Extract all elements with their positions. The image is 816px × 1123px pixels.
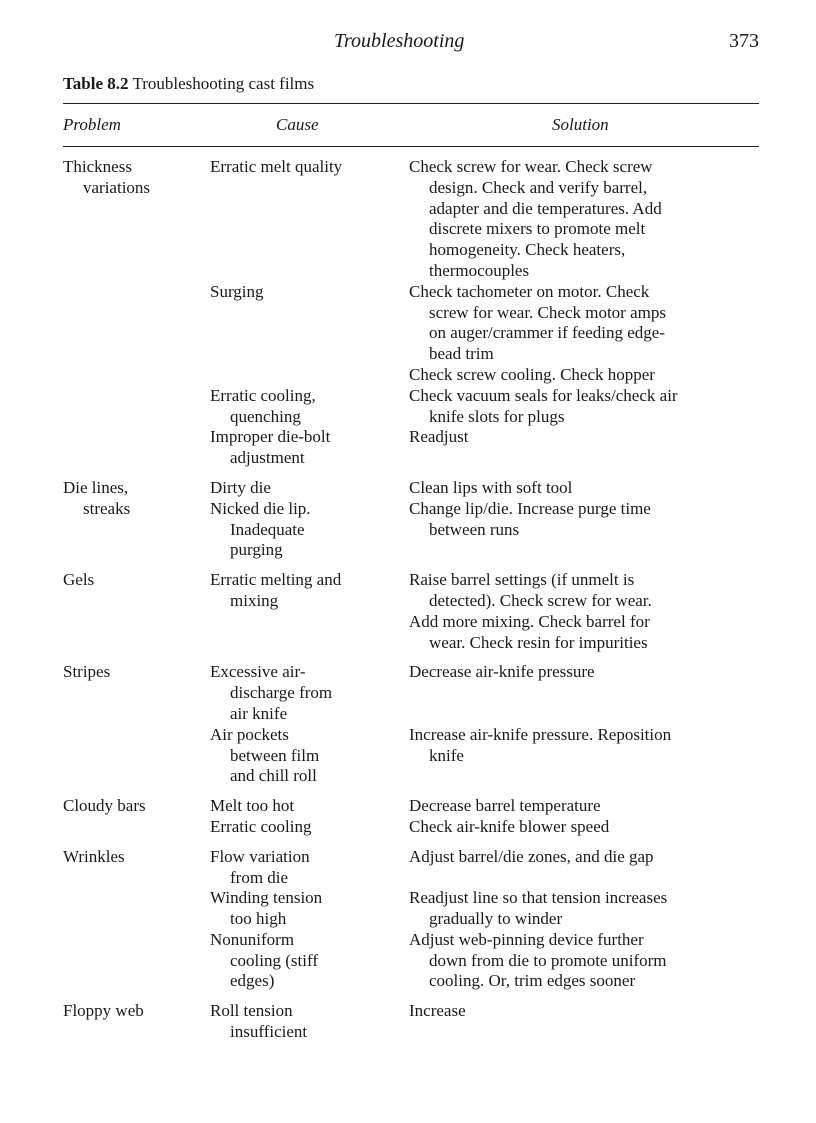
problem-cell bbox=[63, 157, 203, 199]
cell-line: Floppy web bbox=[63, 1001, 144, 1021]
cell-line: discharge from bbox=[230, 683, 333, 703]
cell-line: Check screw cooling. Check hopper bbox=[409, 364, 655, 384]
table-row bbox=[210, 427, 763, 469]
solution-cell bbox=[409, 817, 761, 838]
cell-line: Raise barrel settings (if unmelt is bbox=[409, 570, 635, 590]
cell-line: Add more mixing. Check barrel for bbox=[409, 611, 650, 631]
cause-cell bbox=[210, 386, 409, 428]
cell-line: Inadequate bbox=[230, 519, 305, 539]
problem-cell bbox=[63, 1001, 203, 1022]
solution-cell bbox=[409, 847, 761, 889]
group-rows bbox=[210, 478, 763, 561]
cause-cell bbox=[210, 1001, 409, 1043]
cell-line: down from die to promote uniform bbox=[429, 950, 667, 970]
table-row bbox=[210, 365, 763, 386]
cell-line: Check screw for wear. Check screw bbox=[409, 157, 653, 176]
solution-cell bbox=[409, 427, 761, 469]
column-header-problem: Problem bbox=[63, 115, 121, 134]
page-number: 373 bbox=[729, 30, 759, 52]
cell-line: Check vacuum seals for leaks/check air bbox=[409, 385, 678, 405]
cell-line: Check air-knife blower speed bbox=[409, 816, 610, 836]
table-row bbox=[210, 930, 763, 992]
table-row bbox=[210, 612, 763, 654]
cell-line: Melt too hot bbox=[210, 796, 295, 816]
cause-cell bbox=[210, 365, 409, 386]
cell-line: Gels bbox=[63, 570, 95, 590]
cell-line: design. Check and verify barrel, bbox=[429, 177, 648, 197]
cell-line: Dirty die bbox=[210, 477, 271, 497]
cell-line: Stripes bbox=[63, 662, 111, 682]
table-row bbox=[210, 796, 763, 817]
cell-line: Wrinkles bbox=[63, 846, 125, 866]
cell-line: quenching bbox=[230, 406, 301, 426]
problem-group bbox=[63, 662, 763, 787]
cell-line: Air pockets bbox=[210, 724, 289, 744]
table-row bbox=[210, 478, 763, 499]
problem-cell bbox=[63, 478, 203, 520]
cell-line: on auger/crammer if feeding edge- bbox=[429, 323, 665, 343]
running-head-title: Troubleshooting bbox=[334, 30, 465, 52]
group-rows bbox=[210, 662, 763, 787]
problem-group bbox=[63, 478, 763, 561]
cause-cell bbox=[210, 282, 409, 365]
cell-line: screw for wear. Check motor amps bbox=[429, 302, 666, 322]
cell-line: Flow variation bbox=[210, 846, 310, 866]
cell-line: air knife bbox=[230, 703, 288, 723]
problem-group bbox=[63, 796, 763, 838]
group-rows bbox=[210, 157, 763, 469]
running-head bbox=[0, 30, 816, 58]
cell-line: too high bbox=[230, 909, 287, 929]
cell-line: between runs bbox=[429, 519, 520, 539]
cell-line: and chill roll bbox=[230, 766, 317, 786]
cell-line: knife slots for plugs bbox=[429, 406, 565, 426]
table-row bbox=[210, 662, 763, 724]
solution-cell bbox=[409, 662, 761, 724]
table-header-rule bbox=[63, 146, 759, 147]
cell-line: Erratic melting and bbox=[210, 570, 342, 590]
cell-line: Decrease barrel temperature bbox=[409, 796, 601, 816]
table-label: Table 8.2 bbox=[63, 74, 129, 93]
cell-line: adapter and die temperatures. Add bbox=[429, 198, 662, 218]
cell-line: Increase bbox=[409, 1001, 466, 1021]
group-rows bbox=[210, 1001, 763, 1043]
cell-line: Readjust bbox=[409, 427, 469, 447]
cell-line: knife bbox=[429, 745, 464, 765]
table-row bbox=[210, 157, 763, 282]
table-row bbox=[210, 888, 763, 930]
table-row bbox=[210, 847, 763, 889]
cell-line: Excessive air- bbox=[210, 662, 306, 682]
problem-cell bbox=[63, 796, 203, 817]
cell-line: bead trim bbox=[429, 344, 494, 364]
group-rows bbox=[210, 847, 763, 993]
cell-line: mixing bbox=[230, 590, 279, 610]
group-rows bbox=[210, 570, 763, 653]
solution-cell bbox=[409, 930, 761, 992]
cause-cell bbox=[210, 157, 409, 282]
cause-cell bbox=[210, 796, 409, 817]
solution-cell bbox=[409, 888, 761, 930]
problem-cell bbox=[63, 662, 203, 683]
table-row bbox=[210, 386, 763, 428]
solution-cell bbox=[409, 499, 761, 561]
table-top-rule bbox=[63, 103, 759, 104]
solution-cell bbox=[409, 796, 761, 817]
cell-line: insufficient bbox=[230, 1022, 308, 1042]
cell-line: between film bbox=[230, 745, 320, 765]
cell-line: variations bbox=[83, 177, 151, 197]
solution-cell bbox=[409, 1001, 761, 1043]
cell-line: Cloudy bars bbox=[63, 796, 146, 816]
cell-line: Erratic melt quality bbox=[210, 157, 343, 176]
cell-line: cooling. Or, trim edges sooner bbox=[429, 971, 636, 991]
table-row bbox=[210, 817, 763, 838]
cause-cell bbox=[210, 570, 409, 612]
table-row bbox=[210, 1001, 763, 1043]
cause-cell bbox=[210, 817, 409, 838]
solution-cell bbox=[409, 570, 761, 612]
cell-line: Erratic cooling bbox=[210, 816, 312, 836]
problem-group bbox=[63, 847, 763, 993]
solution-cell bbox=[409, 157, 761, 282]
cell-line: Decrease air-knife pressure bbox=[409, 662, 595, 682]
problem-cell bbox=[63, 570, 203, 591]
solution-cell bbox=[409, 478, 761, 499]
cause-cell bbox=[210, 478, 409, 499]
cell-line: detected). Check screw for wear. bbox=[429, 590, 652, 610]
cause-cell bbox=[210, 725, 409, 787]
problem-group bbox=[63, 1001, 763, 1043]
cell-line: Check tachometer on motor. Check bbox=[409, 281, 650, 301]
column-header-solution: Solution bbox=[552, 115, 609, 134]
solution-cell bbox=[409, 725, 761, 787]
cell-line: Adjust web-pinning device further bbox=[409, 929, 644, 949]
cause-cell bbox=[210, 499, 409, 561]
solution-cell bbox=[409, 612, 761, 654]
cell-line: streaks bbox=[83, 498, 131, 518]
table-row bbox=[210, 725, 763, 787]
cell-line: Change lip/die. Increase purge time bbox=[409, 498, 651, 518]
cell-line: purging bbox=[230, 540, 283, 560]
cause-cell bbox=[210, 847, 409, 889]
table-title: Troubleshooting cast films bbox=[132, 74, 315, 93]
cell-line: Nonuniform bbox=[210, 929, 295, 949]
table-row bbox=[210, 499, 763, 561]
solution-cell bbox=[409, 365, 761, 386]
cell-line: edges) bbox=[230, 971, 275, 991]
cell-line: homogeneity. Check heaters, bbox=[429, 240, 626, 260]
cell-line: Clean lips with soft tool bbox=[409, 477, 573, 497]
solution-cell bbox=[409, 386, 761, 428]
problem-group bbox=[63, 570, 763, 653]
cell-line: Readjust line so that tension increases bbox=[409, 888, 668, 908]
cell-line: cooling (stiff bbox=[230, 950, 318, 970]
cell-line: gradually to winder bbox=[429, 909, 563, 929]
cell-line: Nicked die lip. bbox=[210, 498, 311, 518]
table-row bbox=[210, 570, 763, 612]
cause-cell bbox=[210, 612, 409, 654]
column-header-cause: Cause bbox=[276, 115, 319, 134]
cell-line: Increase air-knife pressure. Reposition bbox=[409, 724, 672, 744]
cell-line: Die lines, bbox=[63, 477, 129, 497]
cell-line: Roll tension bbox=[210, 1001, 293, 1021]
problem-group bbox=[63, 157, 763, 469]
group-rows bbox=[210, 796, 763, 838]
cell-line: from die bbox=[230, 867, 289, 887]
cell-line: Erratic cooling, bbox=[210, 385, 316, 405]
cell-line: thermocouples bbox=[429, 260, 530, 280]
problem-cell bbox=[63, 847, 203, 868]
cell-line: Improper die-bolt bbox=[210, 427, 331, 447]
solution-cell bbox=[409, 282, 761, 365]
cell-line: Surging bbox=[210, 281, 264, 301]
cause-cell bbox=[210, 930, 409, 992]
table-row bbox=[210, 282, 763, 365]
cause-cell bbox=[210, 662, 409, 724]
table-caption bbox=[63, 74, 314, 94]
cell-line: Winding tension bbox=[210, 888, 323, 908]
cause-cell bbox=[210, 427, 409, 469]
cell-line: wear. Check resin for impurities bbox=[429, 632, 648, 652]
cell-line: Thickness bbox=[63, 157, 132, 176]
cell-line: discrete mixers to promote melt bbox=[429, 219, 646, 239]
cell-line: adjustment bbox=[230, 448, 305, 468]
troubleshooting-table bbox=[63, 157, 763, 1052]
cause-cell bbox=[210, 888, 409, 930]
cell-line: Adjust barrel/die zones, and die gap bbox=[409, 846, 654, 866]
